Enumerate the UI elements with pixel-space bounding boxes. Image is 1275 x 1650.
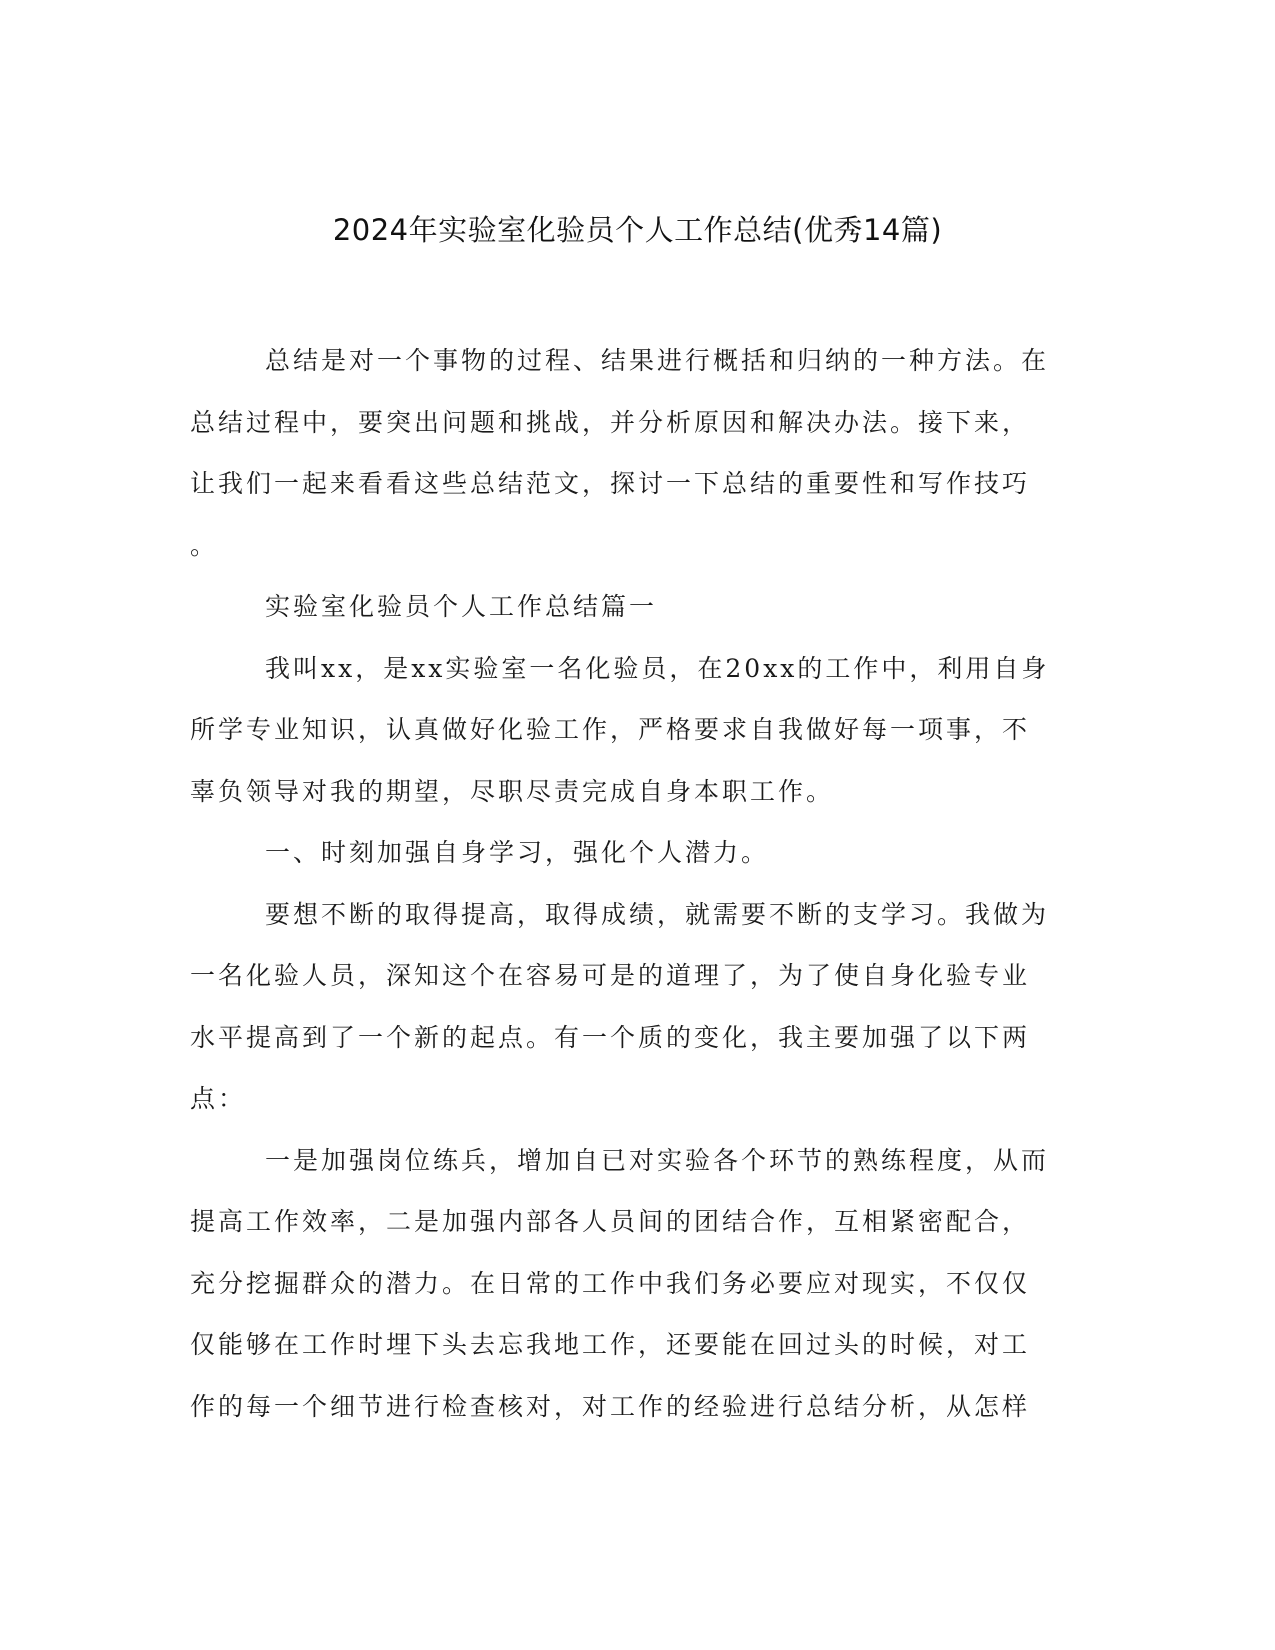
text-line: 实验室化验员个人工作总结篇一: [265, 592, 658, 621]
text-line: 总结过程中，要突出问题和挑战，并分析原因和解决办法。接下来，: [190, 407, 1031, 437]
subsection-heading: [190, 822, 1075, 884]
text-line: 辜负领导对我的期望，尽职尽责完成自身本职工作。: [190, 776, 835, 806]
text-line: 一、时刻加强自身学习，强化个人潜力。: [265, 838, 770, 867]
text-line: 水平提高到了一个新的起点。有一个质的变化，我主要加强了以下两: [190, 1022, 1031, 1052]
text-line: 所学专业知识，认真做好化验工作，严格要求自我做好每一项事，不: [190, 715, 1031, 744]
text-line: 总结是对一个事物的过程、结果进行概括和归纳的一种方法。在: [265, 346, 1050, 375]
paragraph-study: [190, 884, 1075, 1130]
text-line: 点：: [190, 1084, 247, 1113]
text-line: 作的每一个细节进行检查核对，对工作的经验进行总结分析，从怎样: [190, 1391, 1031, 1421]
paragraph-self-intro: [190, 638, 1075, 823]
document-title: 2024年实验室化验员个人工作总结(优秀14篇): [332, 213, 943, 247]
paragraph-intro: [190, 330, 1075, 576]
text-line: 让我们一起来看看这些总结范文，探讨一下总结的重要性和写作技巧: [190, 469, 1031, 498]
text-line: 一名化验人员，深知这个在容易可是的道理了，为了使自身化验专业: [190, 961, 1031, 990]
text-line: 要想不断的取得提高，取得成绩，就需要不断的支学习。我做为: [265, 899, 1050, 929]
text-line: 我叫xx，是xx实验室一名化验员，在20xx的工作中，利用自身: [265, 653, 1050, 683]
text-line: 提高工作效率，二是加强内部各人员间的团结合作，互相紧密配合，: [190, 1207, 1031, 1236]
section-heading: [190, 576, 1075, 638]
text-line: 充分挖掘群众的潜力。在日常的工作中我们务必要应对现实，不仅仅: [190, 1268, 1031, 1298]
text-line: 仅能够在工作时埋下头去忘我地工作，还要能在回过头的时候，对工: [190, 1330, 1031, 1359]
document-body: [190, 330, 1075, 1437]
paragraph-points: [190, 1130, 1075, 1438]
text-line: 。: [190, 530, 219, 560]
text-line: 一是加强岗位练兵，增加自已对实验各个环节的熟练程度，从而: [265, 1145, 1050, 1175]
